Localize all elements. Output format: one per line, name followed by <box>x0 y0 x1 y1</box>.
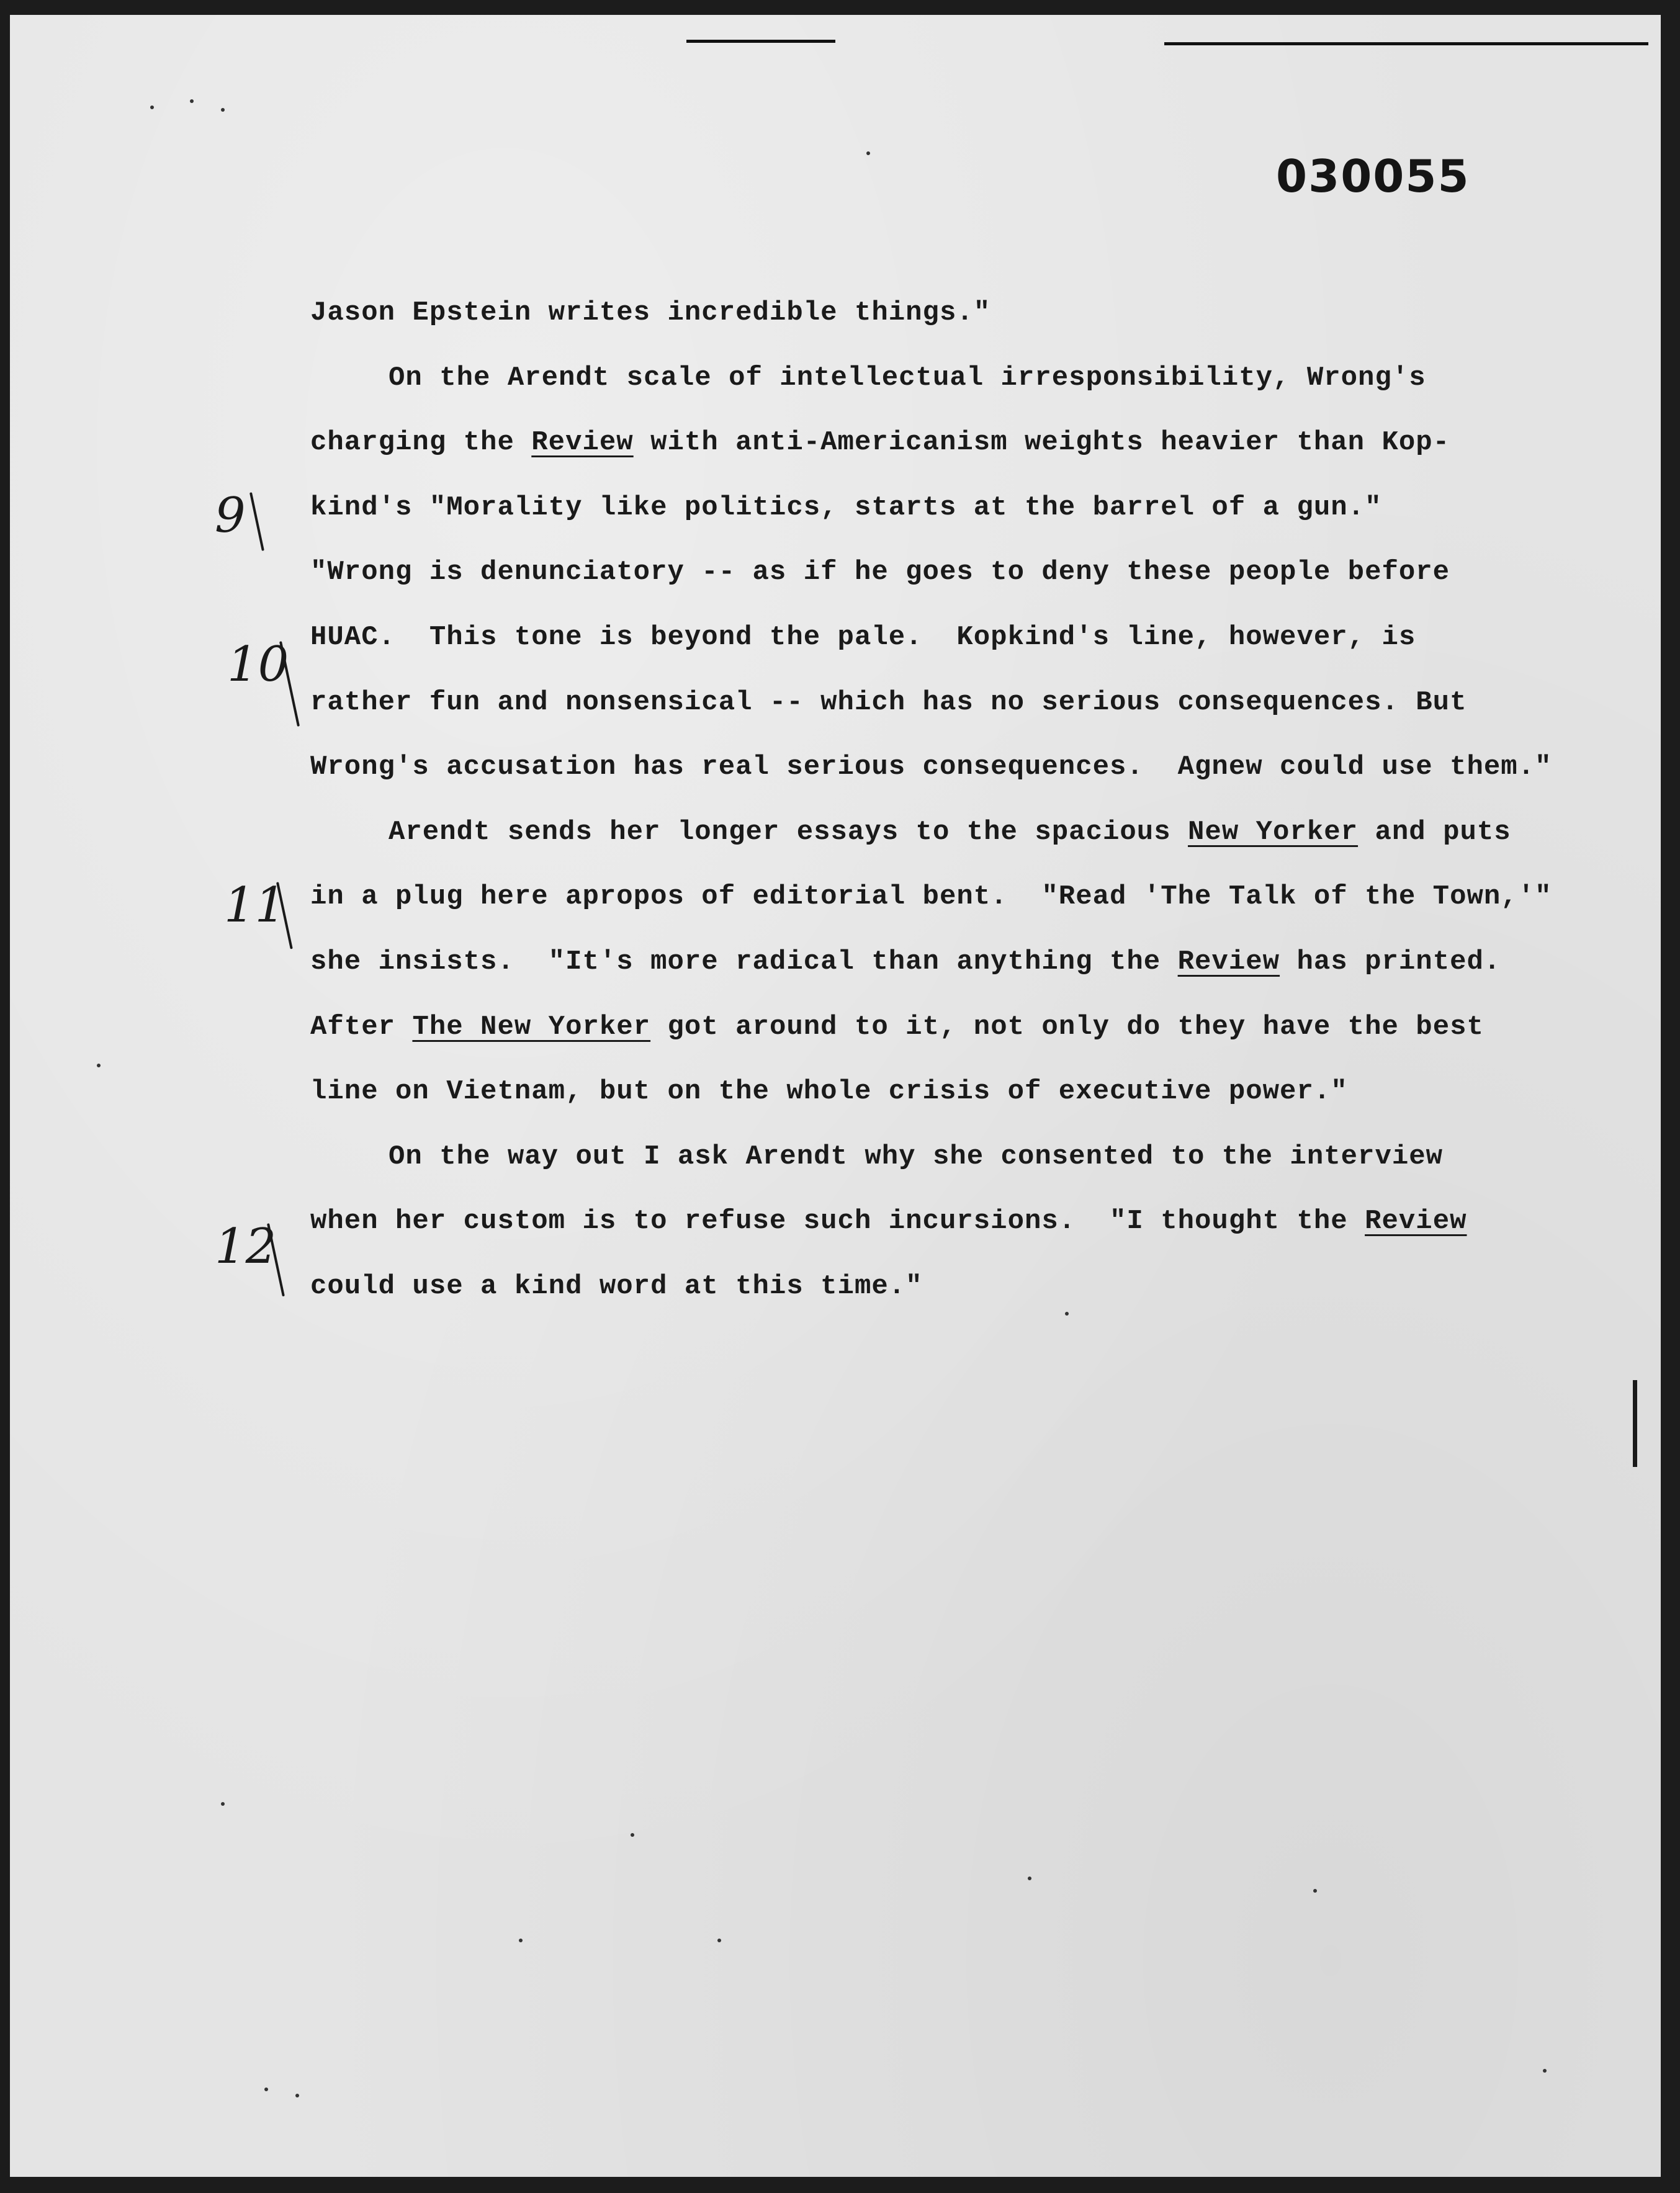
underlined-title: New Yorker <box>1188 816 1359 848</box>
text-segment: could use a kind word at this time." <box>310 1270 923 1302</box>
page-number: 030055 <box>1276 150 1470 202</box>
underlined-title: Review <box>531 427 634 459</box>
text-line <box>310 605 1527 670</box>
text-line <box>310 735 1552 800</box>
text-segment: when her custom is to refuse such incursions. "I thought the <box>310 1206 1365 1237</box>
speck <box>717 1939 721 1942</box>
speck <box>264 2088 268 2091</box>
document-page <box>10 15 1661 2177</box>
text-line <box>310 930 1527 995</box>
scan-edge-top <box>686 40 835 43</box>
margin-bracket <box>249 492 264 551</box>
text-line <box>310 670 1527 735</box>
text-line <box>310 1254 1527 1319</box>
speck <box>150 105 154 109</box>
underlined-title: Review <box>1177 946 1280 977</box>
text-segment: in a plug here apropos of editorial bent. "Read 'The Talk of the Town,'" <box>310 881 1552 913</box>
text-segment: rather fun and nonsensical -- which has no serious consequences. But <box>310 686 1467 718</box>
scan-edge-top-right <box>1164 42 1648 45</box>
text-segment: On the Arendt scale of intellectual irresponsibility, Wrong's <box>389 362 1426 393</box>
text-segment: After <box>310 1011 413 1043</box>
speck <box>190 99 194 103</box>
text-segment: and puts <box>1358 816 1511 848</box>
text-line <box>310 1059 1527 1124</box>
text-segment: kind's "Morality like politics, starts at the barrel of a gun." <box>310 491 1382 523</box>
text-line <box>310 475 1527 540</box>
text-segment: with anti-Americanism weights heavier than Kop- <box>633 427 1450 459</box>
margin-note-number: 12 <box>215 1219 277 1275</box>
text-line <box>310 1189 1527 1254</box>
speck <box>866 151 870 155</box>
text-segment: she insists. "It's more radical than anything the <box>310 946 1178 977</box>
text-segment: Wrong's accusation has real serious consequences. Agnew could use them." <box>310 751 1552 783</box>
text-segment: got around to it, not only do they have the best <box>650 1011 1484 1043</box>
scan-artifact <box>1633 1380 1637 1467</box>
text-line <box>310 280 1527 346</box>
text-line <box>310 995 1527 1060</box>
speck <box>1543 2069 1547 2073</box>
speck <box>1065 1312 1069 1316</box>
margin-note-number: 9 <box>215 488 246 544</box>
text-line <box>310 346 1527 411</box>
text-line <box>310 540 1527 605</box>
text-segment: HUAC. This tone is beyond the pale. Kopkind's line, however, is <box>310 621 1416 653</box>
text-segment: line on Vietnam, but on the whole crisis of executive power." <box>310 1076 1348 1108</box>
text-segment: On the way out I ask Arendt why she consented to the interview <box>389 1141 1444 1172</box>
speck <box>221 1802 225 1806</box>
text-segment: charging the <box>310 427 532 459</box>
body-text <box>310 280 1552 1319</box>
text-segment: has printed. <box>1280 946 1501 977</box>
text-line <box>310 800 1527 865</box>
text-segment: "Wrong is denunciatory -- as if he goes to deny these people before <box>310 557 1450 588</box>
speck <box>221 108 225 112</box>
text-segment: Jason Epstein writes incredible things." <box>310 297 991 328</box>
speck <box>97 1064 101 1067</box>
margin-note-number: 11 <box>224 877 286 933</box>
speck <box>519 1939 523 1942</box>
speck <box>295 2094 299 2097</box>
text-segment: Arendt sends her longer essays to the spacious <box>389 816 1188 848</box>
underlined-title: The New Yorker <box>412 1011 651 1043</box>
speck <box>1028 1877 1031 1880</box>
text-line <box>310 864 1552 930</box>
speck <box>631 1833 634 1837</box>
text-line <box>310 1124 1527 1190</box>
underlined-title: Review <box>1365 1206 1467 1237</box>
speck <box>1313 1889 1317 1893</box>
margin-note-number: 10 <box>227 637 289 693</box>
text-line <box>310 410 1527 475</box>
